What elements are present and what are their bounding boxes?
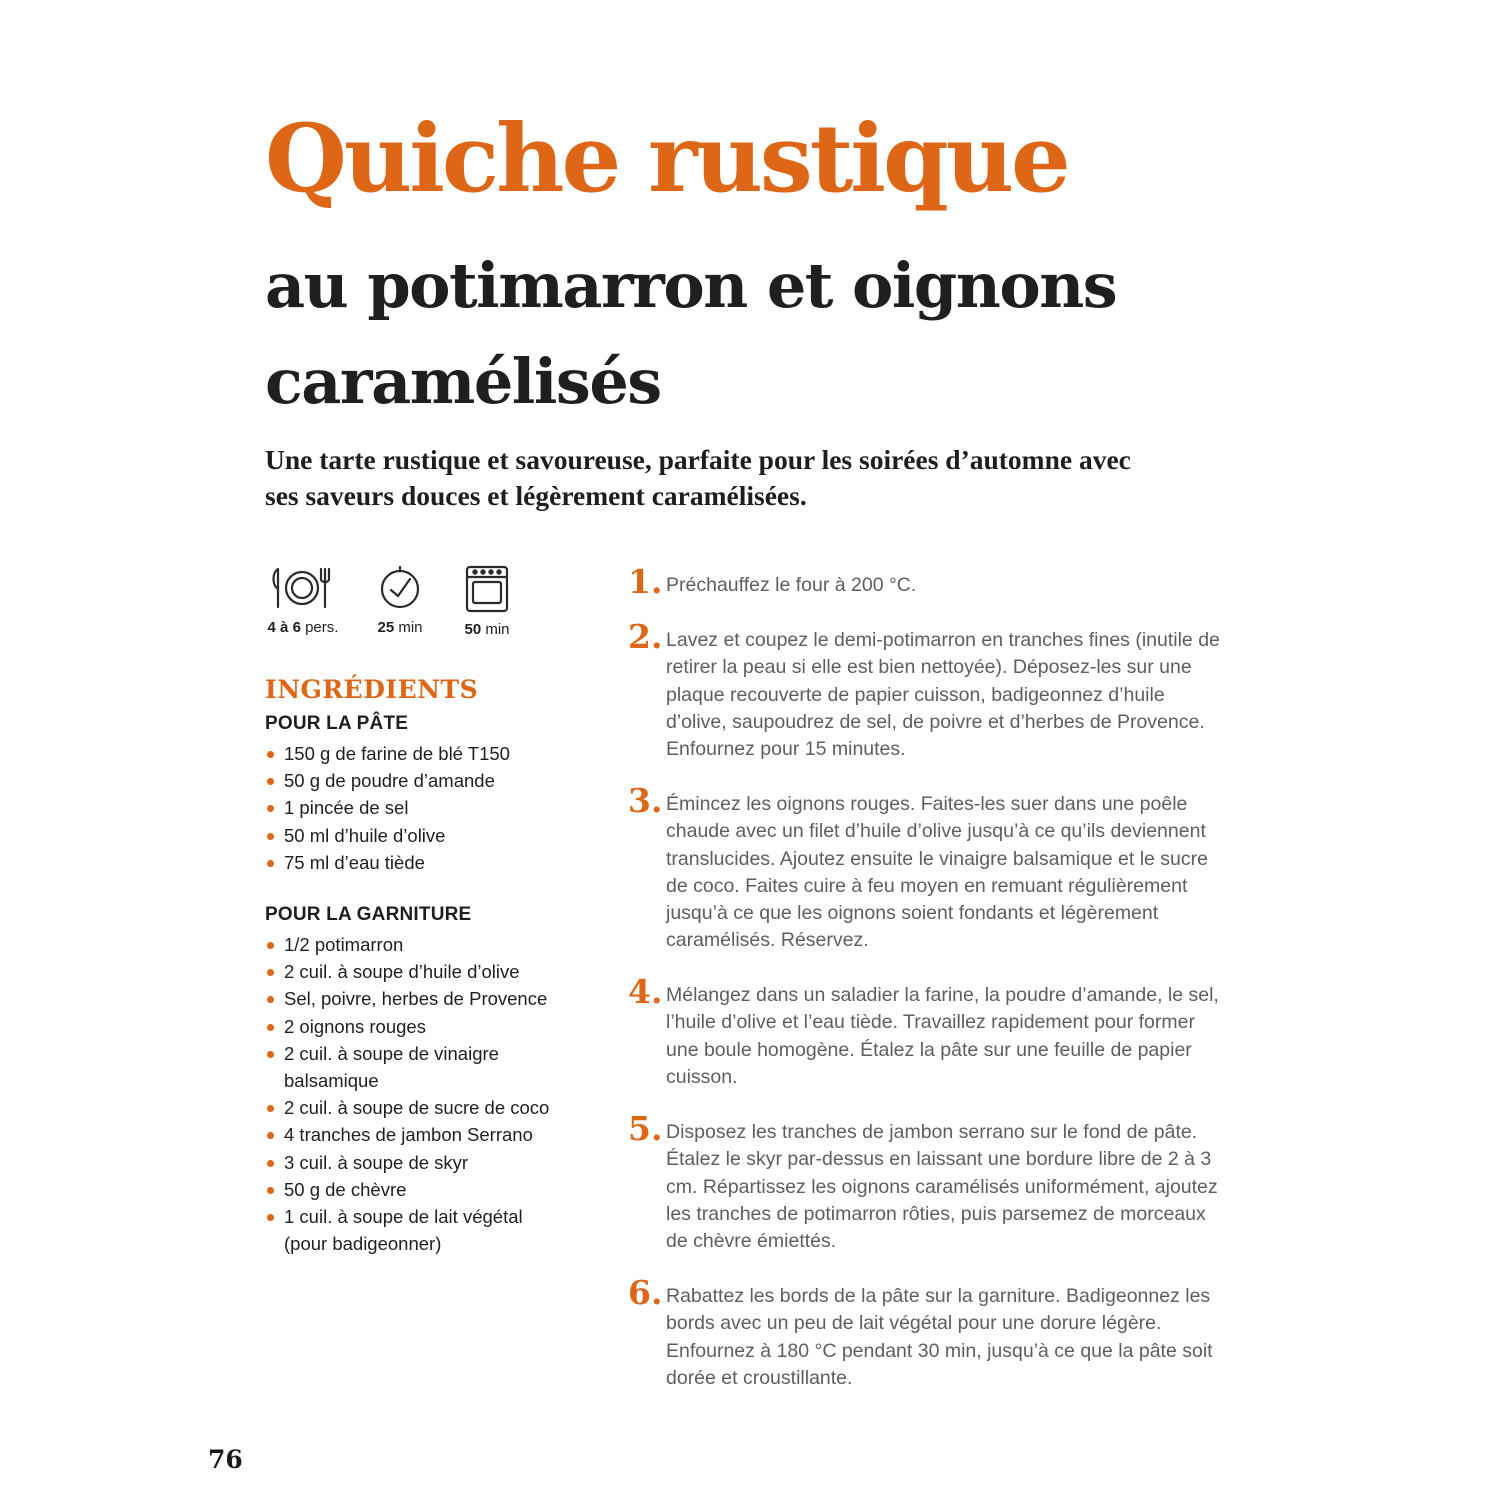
recipe-meta bbox=[258, 565, 558, 645]
plate-cutlery-icon bbox=[270, 565, 336, 611]
oven-icon bbox=[464, 565, 510, 613]
list-item: 75 ml d’eau tiède bbox=[265, 849, 565, 876]
step-number: 1. bbox=[628, 562, 663, 601]
servings-caption bbox=[258, 619, 348, 636]
cook-caption bbox=[442, 621, 532, 638]
prep-info bbox=[355, 565, 445, 636]
recipe-title: Quiche rustique bbox=[265, 104, 1068, 214]
step-5 bbox=[628, 1109, 1228, 1255]
list-item: 1 pincée de sel bbox=[265, 794, 565, 821]
cook-value: 50 bbox=[464, 621, 482, 638]
step-number: 4. bbox=[628, 972, 663, 1011]
list-item: 2 cuil. à soupe de sucre de coco bbox=[265, 1094, 565, 1121]
step-6 bbox=[628, 1273, 1228, 1392]
servings-info bbox=[258, 565, 348, 636]
list-item: 3 cuil. à soupe de skyr bbox=[265, 1149, 565, 1176]
clock-icon bbox=[377, 565, 423, 611]
step-text: Lavez et coupez le demi-potimarron en tranches fines (inutile de retirer la peau si elle est bien nettoyée). Déposez-les sur une plaque recouverte de papier cuisson, badigeonnez d’huile d’olive, saupoudrez de sel, de poivre et d’herbes de Provence. Enfournez pour 15 minutes. bbox=[666, 629, 1220, 761]
recipe-intro: Une tarte rustique et savoureuse, parfaite pour les soirées d’automne avec ses saveurs douces et légèrement caramélisées. bbox=[265, 444, 1131, 511]
prep-caption bbox=[355, 619, 445, 636]
step-text: Mélangez dans un saladier la farine, la poudre d’amande, le sel, l’huile d’olive et l’eau tiède. Travaillez rapidement pour former une boule homogène. Étalez la pâte sur une feuille de papier cuisson. bbox=[666, 984, 1219, 1088]
list-item: 50 ml d’huile d’olive bbox=[265, 822, 565, 849]
list-item: 150 g de farine de blé T150 bbox=[265, 740, 565, 767]
step-text: Rabattez les bords de la pâte sur la garniture. Badigeonnez les bords avec un peu de lait végétal pour une dorure légère. Enfournez à 180 °C pendant 30 min, jusqu’à ce que la pâte soit dorée et croustillante. bbox=[666, 1285, 1213, 1389]
list-item: 2 cuil. à soupe de vinaigre balsamique bbox=[265, 1040, 514, 1094]
cook-unit: min bbox=[485, 621, 510, 638]
step-text: Émincez les oignons rouges. Faites-les suer dans une poêle chaude avec un filet d’huile d’olive jusqu’à ce qu’ils deviennent translucides. Ajoutez ensuite le vinaigre balsamique et le sucre de coco. Faites cuire à feu moyen en remuant régulièrement jusqu’à ce que les oignons soient fondants et légèrement caramélisés. Réservez. bbox=[666, 793, 1208, 952]
ingredients-title: INGRÉDIENTS bbox=[265, 675, 479, 704]
step-4 bbox=[628, 972, 1228, 1091]
filling-heading: POUR LA GARNITURE bbox=[265, 904, 472, 925]
servings-value: 4 à 6 bbox=[267, 619, 301, 636]
list-item: 2 oignons rouges bbox=[265, 1013, 565, 1040]
pastry-heading: POUR LA PÂTE bbox=[265, 713, 409, 734]
prep-value: 25 bbox=[377, 619, 395, 636]
step-number: 5. bbox=[628, 1109, 663, 1148]
list-item: 2 cuil. à soupe d’huile d’olive bbox=[265, 958, 565, 985]
step-number: 2. bbox=[628, 617, 663, 656]
filling-list bbox=[265, 931, 565, 1257]
step-text: Préchauffez le four à 200 °C. bbox=[666, 574, 917, 596]
step-number: 6. bbox=[628, 1273, 663, 1312]
list-item: 1/2 potimarron bbox=[265, 931, 565, 958]
cook-info bbox=[442, 565, 532, 638]
list-item: Sel, poivre, herbes de Provence bbox=[265, 985, 565, 1012]
page-number: 76 bbox=[208, 1445, 243, 1474]
list-item: 50 g de poudre d’amande bbox=[265, 767, 565, 794]
list-item: 50 g de chèvre bbox=[265, 1176, 565, 1203]
recipe-subtitle: au potimarron et oignons caramélisés bbox=[265, 249, 1117, 418]
list-item: 1 cuil. à soupe de lait végétal (pour badigeonner) bbox=[265, 1203, 534, 1257]
servings-unit: pers. bbox=[305, 619, 339, 636]
step-text: Disposez les tranches de jambon serrano sur le fond de pâte. Étalez le skyr par-dessus en laissant une bordure libre de 2 à 3 cm. Répartissez les oignons caramélisés uniformément, ajoutez les tranches de potimarron rôties, puis parsemez de morceaux de chèvre émiettés. bbox=[666, 1121, 1218, 1253]
step-2 bbox=[628, 617, 1228, 763]
pastry-list bbox=[265, 740, 565, 876]
step-1 bbox=[628, 562, 1228, 601]
prep-unit: min bbox=[398, 619, 423, 636]
step-3 bbox=[628, 781, 1228, 955]
step-number: 3. bbox=[628, 781, 663, 820]
list-item: 4 tranches de jambon Serrano bbox=[265, 1121, 565, 1148]
